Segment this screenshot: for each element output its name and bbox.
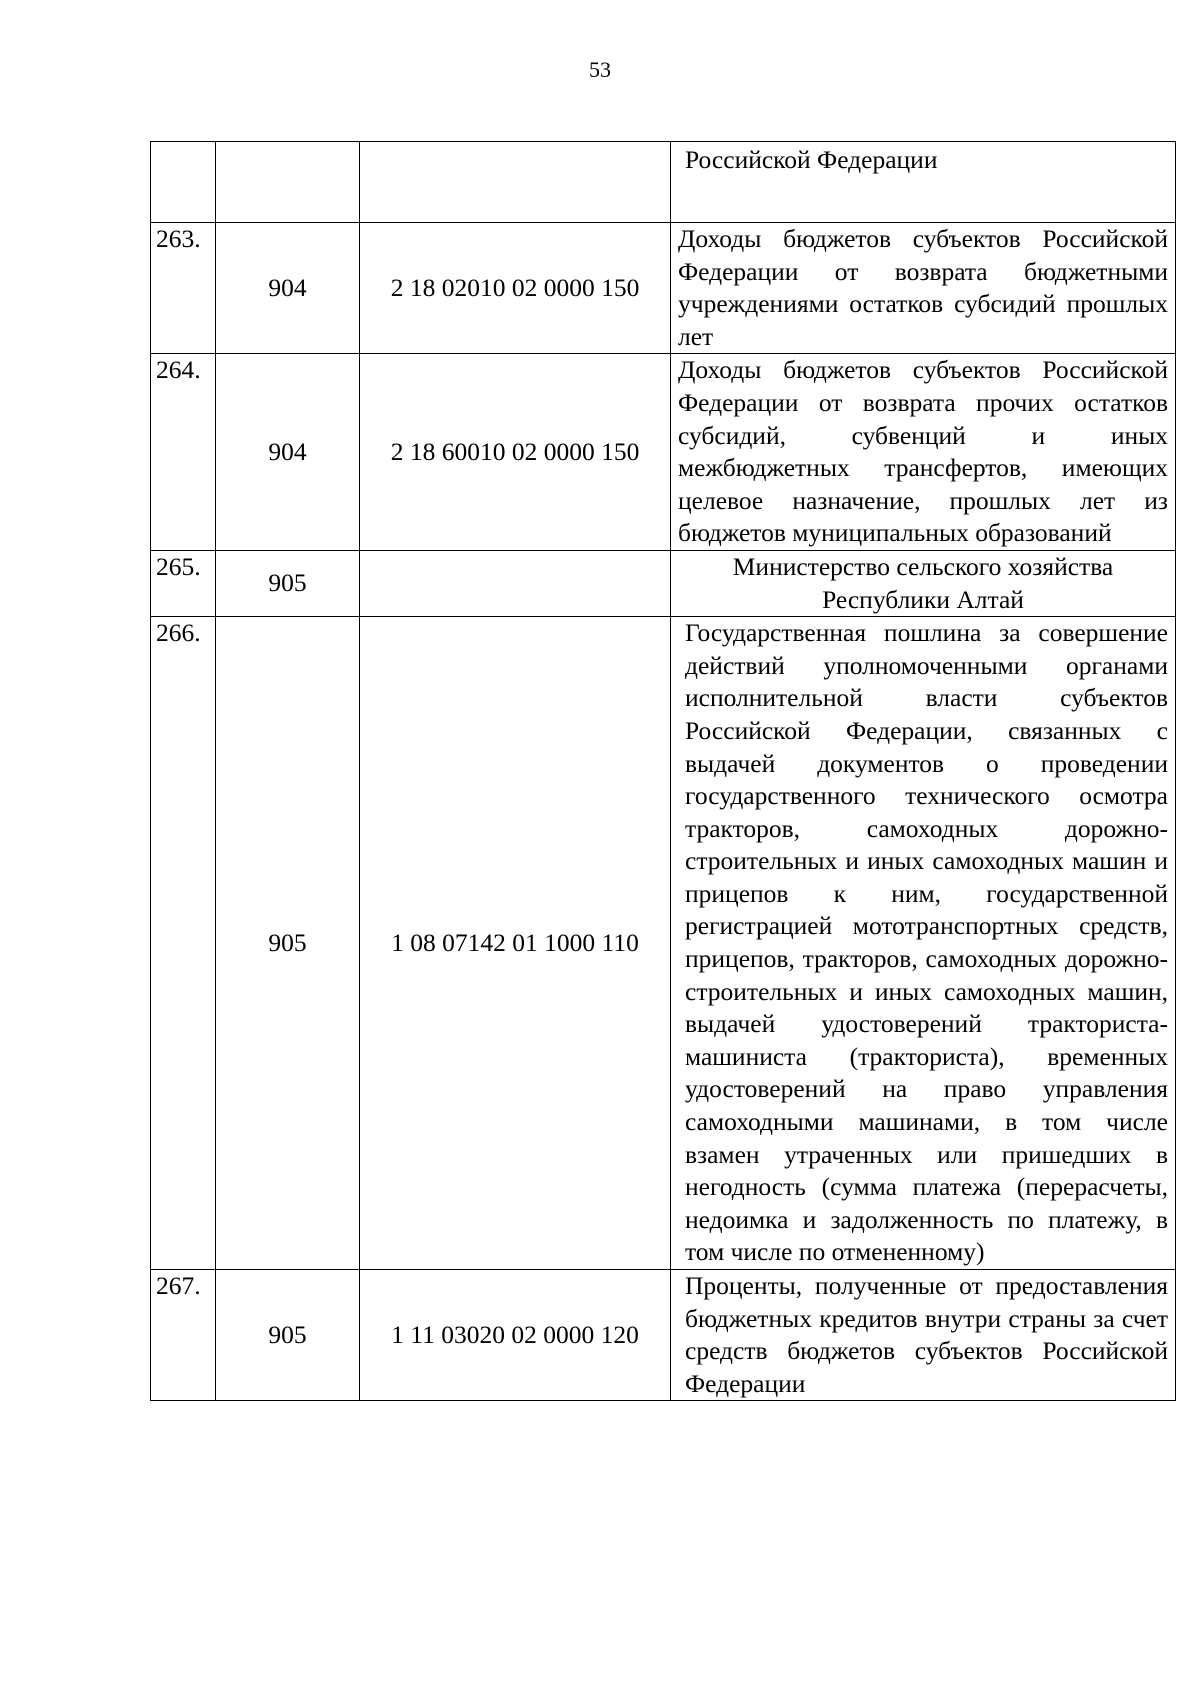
page-number: 53 xyxy=(589,57,611,82)
admin-code: 904 xyxy=(216,354,360,551)
row-number: 263. xyxy=(151,223,216,354)
revenue-description: Доходы бюджетов субъектов Российской Федерации от возврата бюджетными учреждениями остатков субсидий прошлых лет xyxy=(671,223,1176,354)
budget-classification-code: 2 18 60010 02 0000 150 xyxy=(360,354,671,551)
row-number: 267. xyxy=(151,1270,216,1401)
table-row xyxy=(151,1270,1176,1401)
row-number: 266. xyxy=(151,617,216,1270)
budget-classification-code xyxy=(360,550,671,616)
row-number: 264. xyxy=(151,354,216,551)
admin-code: 904 xyxy=(216,223,360,354)
revenue-description: Российской Федерации xyxy=(671,142,1176,223)
row-number xyxy=(151,142,216,223)
ministry-heading: Министерство сельского хозяйства Республики Алтай xyxy=(671,550,1176,616)
table-row xyxy=(151,142,1176,223)
revenue-description: Государственная пошлина за совершение действий уполномоченными органами исполнительной власти субъектов Российской Федерации, связанных с выдачей документов о проведении государственного технического осмотра тракторов, самоходных дорожно-строительных и иных самоходных машин и прицепов к ним, государственной регистрацией мототранспортных средств, прицепов, тракторов, самоходных дорожно-строительных и иных самоходных машин, выдачей удостоверений тракториста-машиниста (тракториста), временных удостоверений на право управления самоходными машинами, в том числе взамен утраченных или пришедших в негодность (сумма платежа (перерасчеты, недоимка и задолженность по платежу, в том числе по отмененному) xyxy=(671,617,1176,1270)
admin-code: 905 xyxy=(216,1270,360,1401)
budget-classification-code: 1 11 03020 02 0000 120 xyxy=(360,1270,671,1401)
table-row xyxy=(151,223,1176,354)
table-row xyxy=(151,354,1176,551)
table-row xyxy=(151,617,1176,1270)
admin-code xyxy=(216,142,360,223)
revenue-description: Доходы бюджетов субъектов Российской Федерации от возврата прочих остатков субсидий, субвенций и иных межбюджетных трансфертов, имеющих целевое назначение, прошлых лет из бюджетов муниципальных образований xyxy=(671,354,1176,551)
budget-classification-code: 2 18 02010 02 0000 150 xyxy=(360,223,671,354)
row-number: 265. xyxy=(151,550,216,616)
admin-code: 905 xyxy=(216,550,360,616)
budget-classification-code xyxy=(360,142,671,223)
budget-classification-code: 1 08 07142 01 1000 110 xyxy=(360,617,671,1270)
revenue-description: Проценты, полученные от предоставления бюджетных кредитов внутри страны за счет средств бюджетов субъектов Российской Федерации xyxy=(671,1270,1176,1401)
budget-revenue-table xyxy=(150,141,1176,1401)
admin-code: 905 xyxy=(216,617,360,1270)
table-row xyxy=(151,550,1176,616)
